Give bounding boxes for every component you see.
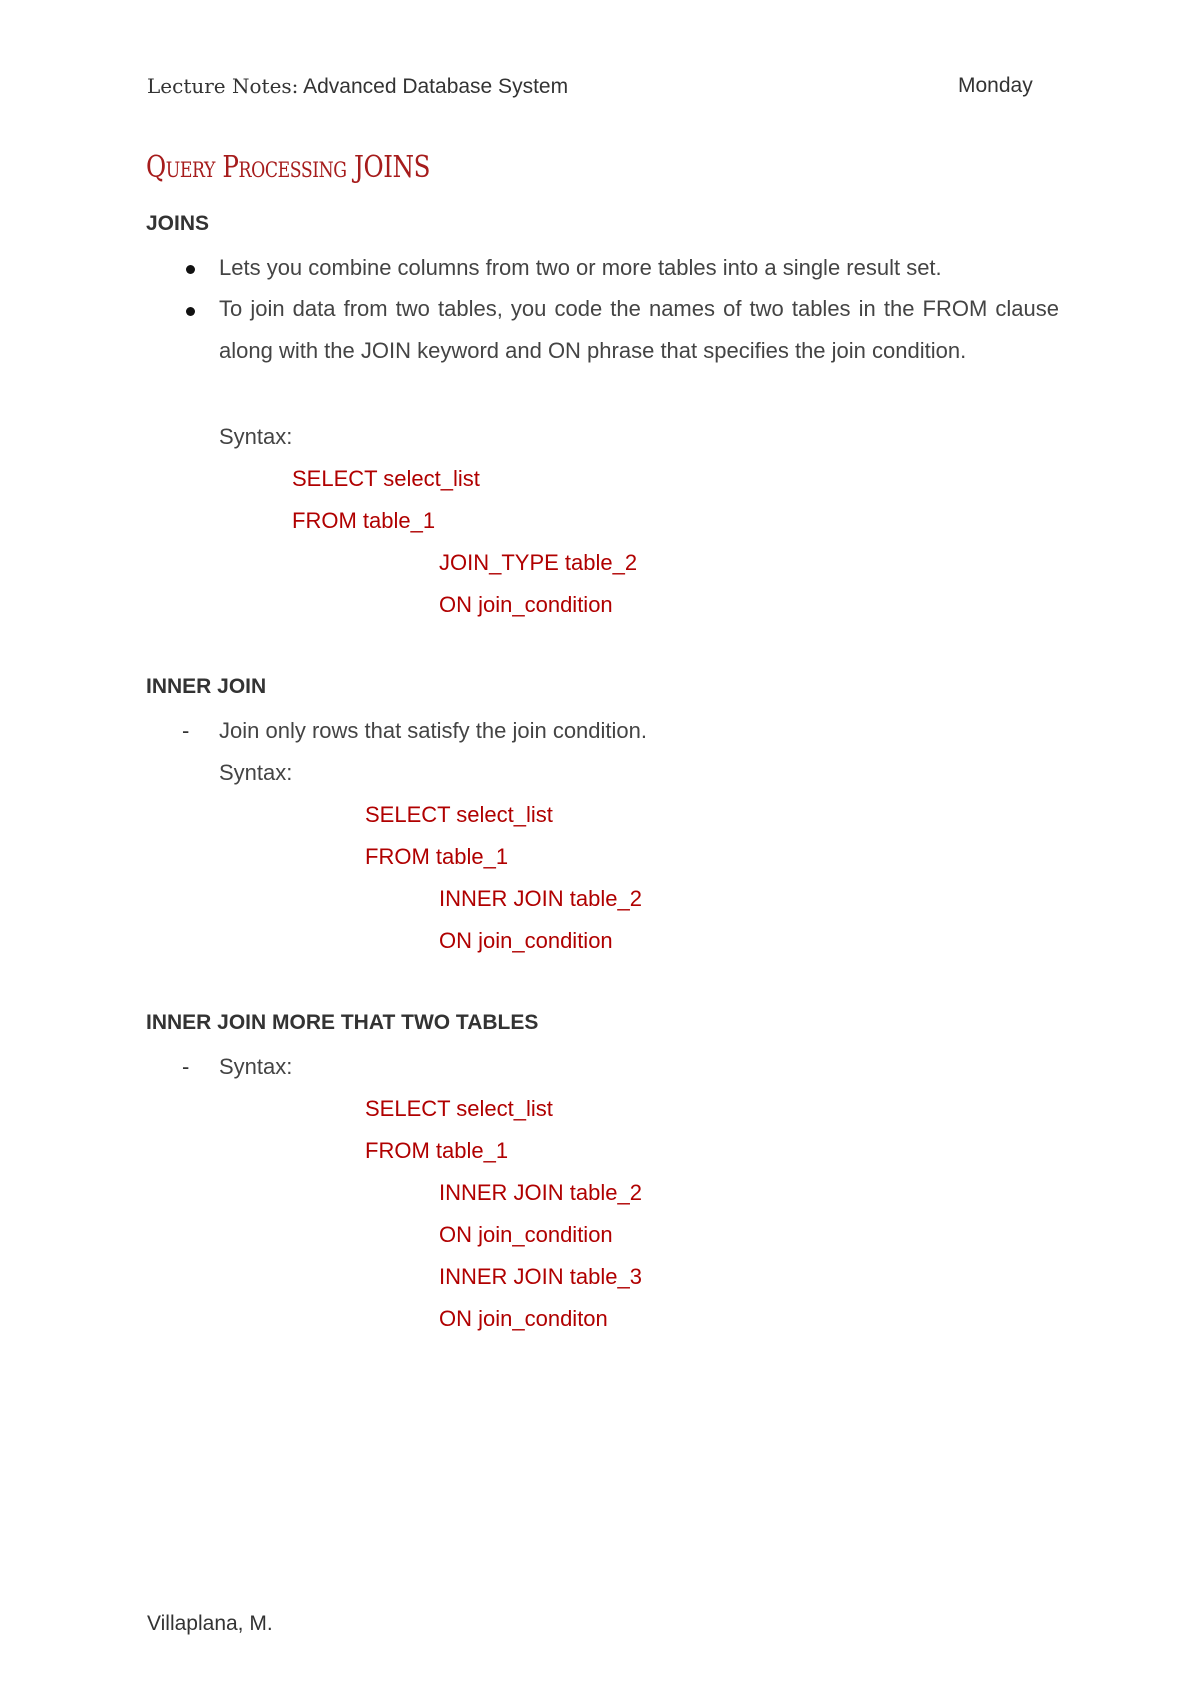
inner-join-code-line-3: INNER JOIN table_2 xyxy=(439,886,642,911)
page-header-title xyxy=(147,74,568,99)
dash-marker: - xyxy=(182,1054,190,1079)
joins-syntax-label: Syntax: xyxy=(219,424,293,449)
joins-code-line-1: SELECT select_list xyxy=(292,466,480,491)
inner-join-item: Join only rows that satisfy the join condition. xyxy=(219,718,648,743)
multi-code-line-6: ON join_conditon xyxy=(439,1306,608,1331)
multi-code-line-1: SELECT select_list xyxy=(365,1096,553,1121)
bullet-icon xyxy=(186,307,195,316)
joins-bullet-2: To join data from two tables, you code the names of two tables in the FROM clause along with the JOIN keyword and ON phrase that specifies the join condition. xyxy=(219,296,1059,363)
multi-syntax-label: Syntax: xyxy=(219,1054,293,1079)
joins-bullet-1: Lets you combine columns from two or more tables into a single result set. xyxy=(219,255,942,280)
dash-marker: - xyxy=(182,718,190,743)
section-heading-inner-join-multi: INNER JOIN MORE THAT TWO TABLES xyxy=(146,1011,539,1034)
header-label: Lecture Notes: xyxy=(147,74,299,98)
header-subject: Advanced Database System xyxy=(303,75,569,98)
inner-join-code-line-4: ON join_condition xyxy=(439,928,613,953)
multi-code-line-5: INNER JOIN table_3 xyxy=(439,1264,642,1289)
bullet-icon xyxy=(186,265,195,274)
section-heading-inner-join: INNER JOIN xyxy=(146,675,267,698)
joins-code-line-3: JOIN_TYPE table_2 xyxy=(439,550,638,575)
page-header-day: Monday xyxy=(958,74,1033,97)
multi-code-line-2: FROM table_1 xyxy=(365,1138,509,1163)
inner-join-code-line-1: SELECT select_list xyxy=(365,802,553,827)
section-heading-joins: JOINS xyxy=(146,212,210,235)
joins-code-line-2: FROM table_1 xyxy=(292,508,436,533)
joins-code-line-4: ON join_condition xyxy=(439,592,613,617)
multi-code-line-4: ON join_condition xyxy=(439,1222,613,1247)
page-footer-author: Villaplana, M. xyxy=(147,1612,273,1635)
multi-code-line-3: INNER JOIN table_2 xyxy=(439,1180,642,1205)
inner-join-syntax-label: Syntax: xyxy=(219,760,293,785)
inner-join-code-line-2: FROM table_1 xyxy=(365,844,509,869)
page-title: Query Processing JOINS xyxy=(146,150,431,185)
